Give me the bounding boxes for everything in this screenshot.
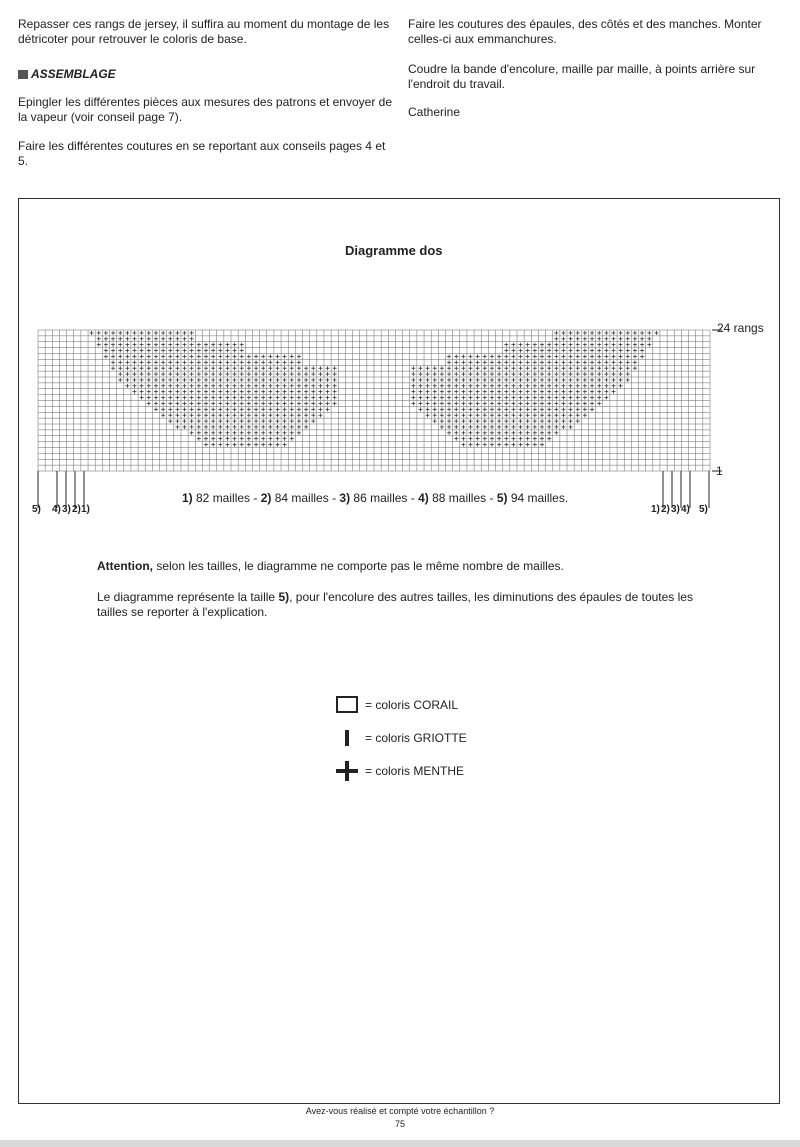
plus-icon: [336, 761, 358, 781]
knitting-chart: [0, 0, 800, 530]
legend-corail: = coloris CORAIL: [333, 696, 458, 713]
page-number: 75: [394, 1119, 405, 1129]
size-mark-right-4: 4): [681, 504, 690, 515]
scan-edge: [0, 1140, 800, 1147]
size-note: Le diagramme représente la taille 5), pour l'encolure des autres tailles, les diminutions des épaules de toutes les tailles se reporter à l'explication.: [97, 590, 693, 619]
legend-menthe: = coloris MENTHE: [333, 761, 464, 781]
size-mark-left-1: 1): [81, 504, 90, 515]
size-mark-left-2: 2): [72, 504, 81, 515]
intro-paragraph: Repasser ces rangs de jersey, il suffira au moment du montage de les détricoter pour retrouver le coloris de base.: [18, 17, 390, 46]
neckband-paragraph: Coudre la bande d'encolure, maille par maille, à points arrière sur l'endroit du travail.: [408, 62, 756, 91]
legend-griotte: = coloris GRIOTTE: [333, 730, 467, 746]
size-stitch-counts: 1) 82 mailles - 2) 84 mailles - 3) 86 mailles - 4) 88 mailles - 5) 94 mailles.: [182, 491, 569, 505]
size-mark-left-5: 5): [32, 504, 41, 515]
size-mark-right-5: 5): [699, 504, 708, 515]
attention-note: Attention, selon les tailles, le diagramme ne comporte pas le même nombre de mailles.: [97, 559, 564, 573]
diagram-title: Diagramme dos: [345, 243, 443, 258]
top-row-label: 24 rangs: [717, 321, 764, 335]
assemblage-paragraph-2: Faire les différentes coutures en se reportant aux conseils pages 4 et 5.: [18, 139, 386, 168]
footer-question: Avez-vous réalisé et compté votre échantillon ?: [305, 1106, 495, 1116]
size-mark-right-2: 2): [661, 504, 670, 515]
size-mark-left-3: 3): [62, 504, 71, 515]
seams-paragraph: Faire les coutures des épaules, des côtés et des manches. Monter celles-ci aux emmanchures.: [408, 17, 762, 46]
vertical-bar-icon: [345, 730, 349, 746]
signature: Catherine: [408, 105, 461, 119]
section-heading-label: ASSEMBLAGE: [31, 67, 116, 81]
size-mark-right-1: 1): [651, 504, 660, 515]
empty-square-icon: [336, 696, 358, 713]
bottom-row-label: 1: [716, 464, 723, 478]
assemblage-paragraph-1: Epingler les différentes pièces aux mesures des patrons et envoyer de la vapeur (voir conseil page 7).: [18, 95, 392, 124]
size-mark-left-4: 4): [52, 504, 61, 515]
size-mark-right-3: 3): [671, 504, 680, 515]
